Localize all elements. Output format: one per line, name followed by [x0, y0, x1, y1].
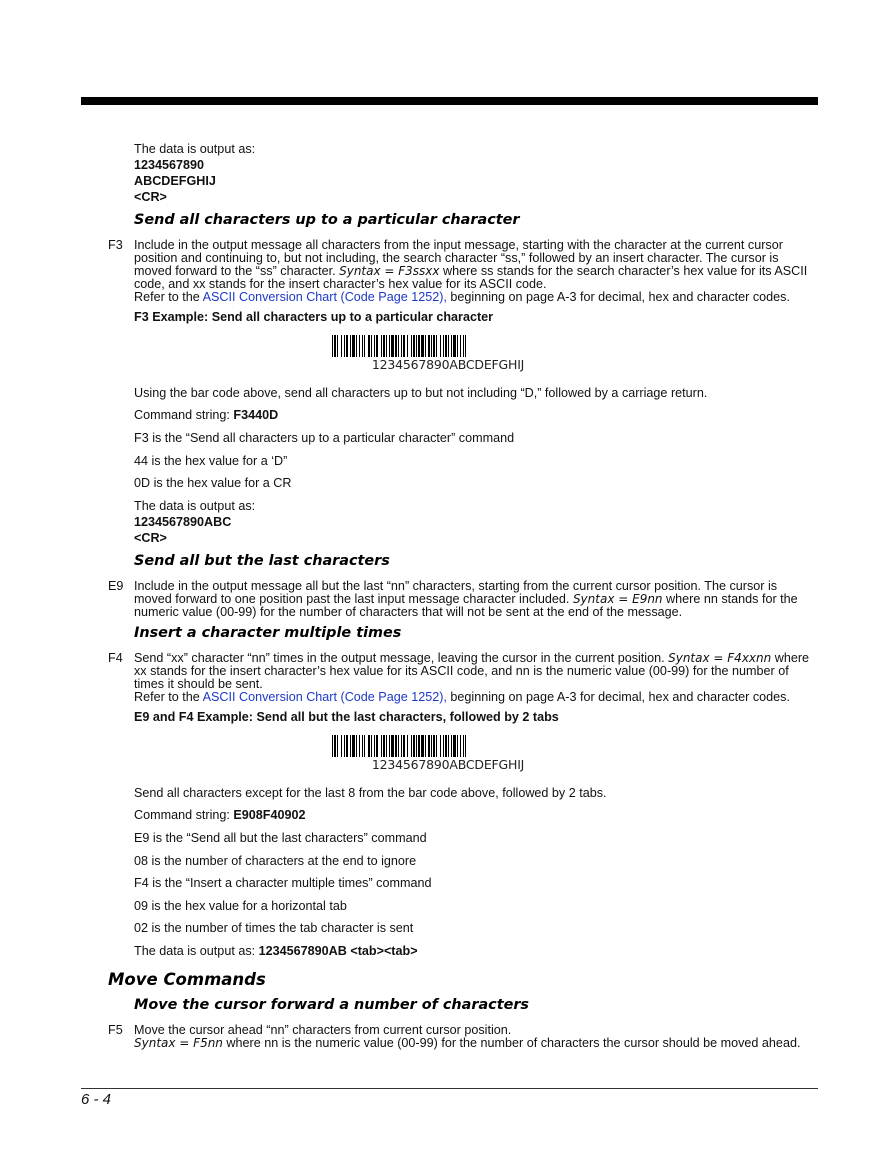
description-line: Include in the output message all but the last “nn” characters, starting from the current cursor position. The cursor is: [134, 579, 778, 593]
syntax-text: Syntax = F3ssxx: [339, 264, 440, 278]
barcode-bar: [368, 735, 370, 757]
barcode-bar: [445, 735, 447, 757]
barcode-bars: [332, 335, 564, 357]
barcode-bar: [416, 735, 417, 757]
output-line: [134, 945, 418, 958]
syntax-text: Syntax = F4xxnn: [668, 651, 772, 665]
usage-text: Send all characters except for the last 8 from the bar code above, followed by 2 tabs.: [134, 786, 607, 800]
barcode-bar: [416, 335, 417, 357]
barcode-bar: [418, 735, 420, 757]
barcode-bar: [371, 735, 372, 757]
output-line: <CR>: [134, 531, 167, 545]
explanation: 0D is the hex value for a CR: [134, 476, 292, 490]
barcode-bar: [428, 735, 430, 757]
barcode-bar: [376, 735, 378, 757]
ascii-chart-link[interactable]: ASCII Conversion Chart (Code Page 1252),: [202, 290, 447, 304]
barcode-bar: [395, 335, 397, 357]
description-line: Move the cursor ahead “nn” characters from current cursor position.: [134, 1023, 512, 1037]
description-line: position and continuing to, but not including, the search character “ss,” followed by an insert character. The cursor is: [134, 251, 779, 265]
text-fragment: moved forward to one position past the last input message character included.: [134, 592, 573, 606]
command-description: [134, 652, 816, 704]
barcode-bar: [460, 735, 461, 757]
syntax-text: Syntax = E9nn: [572, 592, 663, 606]
barcode-bar: [332, 735, 333, 757]
barcode-bar: [436, 735, 437, 757]
barcode-bar: [457, 735, 458, 757]
barcode-bar: [411, 735, 412, 757]
barcode: [332, 735, 564, 772]
barcode-bar: [421, 735, 424, 757]
section-heading: Insert a character multiple times: [134, 625, 402, 641]
barcode-bar: [448, 335, 449, 357]
ascii-chart-link[interactable]: ASCII Conversion Chart (Code Page 1252),: [202, 690, 447, 704]
output-label: The data is output as:: [134, 142, 256, 156]
barcode-bar: [451, 735, 452, 757]
barcode-bar: [453, 335, 456, 357]
command-code: F3: [108, 238, 123, 252]
barcode-bar: [352, 335, 355, 357]
barcode-bars: [332, 735, 564, 757]
barcode-bar: [398, 335, 399, 357]
barcode-bar: [364, 335, 365, 357]
barcode-bar: [465, 335, 466, 357]
barcode-bar: [431, 335, 432, 357]
barcode-bar: [376, 335, 378, 357]
barcode-bar: [341, 735, 342, 757]
barcode-bar: [362, 735, 363, 757]
description-line: xx stands for the insert character’s hex value for its ASCII code, and nn is the numeric value (00-99) for the number of: [134, 664, 789, 678]
syntax-text: Syntax = F5nn: [134, 1036, 223, 1050]
barcode-bar: [362, 335, 363, 357]
description-line: [134, 1037, 816, 1050]
text-fragment: where nn is the numeric value (00-99) for the number of characters the cursor should be moved ahead.: [222, 1036, 801, 1050]
barcode-bar: [398, 735, 399, 757]
barcode-bar: [413, 335, 415, 357]
barcode-bar: [386, 735, 387, 757]
barcode-bar: [383, 335, 385, 357]
barcode-bar: [391, 735, 394, 757]
barcode-bar: [413, 735, 415, 757]
barcode-bar: [451, 335, 452, 357]
explanation: 02 is the number of times the tab character is sent: [134, 921, 414, 935]
section-heading: Send all characters up to a particular character: [134, 212, 520, 228]
description-line: code, and xx stands for the insert character’s hex value for its ASCII code.: [134, 277, 547, 291]
command-string-label: Command string:: [134, 408, 234, 422]
barcode-text: 1234567890ABCDEFGHIJ: [371, 357, 525, 372]
command-code: F5: [108, 1023, 123, 1037]
explanation: 08 is the number of characters at the end to ignore: [134, 854, 417, 868]
barcode-bar: [350, 735, 351, 757]
barcode-bar: [337, 735, 338, 757]
section-title: Move Commands: [108, 970, 266, 989]
barcode-bar: [418, 335, 420, 357]
output-line: 1234567890ABC: [134, 515, 232, 529]
command-description: [134, 239, 816, 304]
barcode-bar: [460, 335, 461, 357]
barcode-bar: [374, 335, 375, 357]
example-title: E9 and F4 Example: Send all but the last characters, followed by 2 tabs: [134, 710, 559, 724]
barcode-bar: [453, 735, 456, 757]
output-label: The data is output as:: [134, 944, 259, 958]
barcode-bar: [463, 335, 464, 357]
barcode-bar: [403, 335, 405, 357]
barcode-bar: [421, 335, 424, 357]
barcode-bar: [391, 335, 394, 357]
text-fragment: where ss stands for the search character’s hex value for its ASCII: [439, 264, 808, 278]
refer-line: [134, 691, 816, 704]
barcode-bar: [395, 735, 397, 757]
barcode-bar: [440, 735, 441, 757]
text-fragment: where nn stands for the: [662, 592, 798, 606]
section-heading: Send all but the last characters: [134, 553, 390, 569]
barcode-bar: [359, 335, 360, 357]
barcode-bar: [350, 335, 351, 357]
description-line: times it should be sent.: [134, 677, 263, 691]
command-code: E9: [108, 579, 124, 593]
text-fragment: Refer to the: [134, 290, 203, 304]
barcode-bar: [425, 735, 426, 757]
explanation: F4 is the “Insert a character multiple times” command: [134, 876, 432, 890]
barcode-bar: [411, 335, 412, 357]
barcode-bar: [381, 335, 382, 357]
barcode-bar: [431, 735, 432, 757]
barcode-bar: [332, 335, 333, 357]
barcode-text: 1234567890ABCDEFGHIJ: [371, 757, 525, 772]
barcode-bar: [465, 735, 466, 757]
barcode-bar: [374, 735, 375, 757]
explanation: 09 is the hex value for a horizontal tab: [134, 899, 347, 913]
barcode-bar: [386, 335, 387, 357]
barcode-bar: [401, 735, 402, 757]
refer-line: [134, 291, 816, 304]
barcode: [332, 335, 564, 372]
barcode-bar: [457, 335, 458, 357]
barcode-bar: [344, 335, 345, 357]
explanation: 44 is the hex value for a ‘D”: [134, 454, 288, 468]
barcode-bar: [403, 735, 405, 757]
command-description: [134, 1024, 816, 1050]
output-label: The data is output as:: [134, 499, 256, 513]
text-fragment: Refer to the: [134, 690, 203, 704]
barcode-bar: [368, 335, 370, 357]
barcode-bar: [344, 735, 345, 757]
barcode-bar: [433, 335, 435, 357]
barcode-bar: [356, 335, 357, 357]
barcode-bar: [334, 735, 336, 757]
output-line: 1234567890: [134, 158, 205, 172]
barcode-bar: [448, 735, 449, 757]
barcode-bar: [428, 335, 430, 357]
barcode-bar: [440, 335, 441, 357]
barcode-bar: [346, 335, 348, 357]
text-fragment: beginning on page A-3 for decimal, hex and character codes.: [446, 690, 790, 704]
barcode-bar: [364, 735, 365, 757]
barcode-bar: [334, 335, 336, 357]
barcode-bar: [407, 335, 408, 357]
output-value: 1234567890AB <tab><tab>: [258, 944, 418, 958]
barcode-bar: [445, 335, 447, 357]
barcode-bar: [433, 735, 435, 757]
command-string: [134, 809, 306, 822]
explanation: E9 is the “Send all but the last characters” command: [134, 831, 427, 845]
footer-rule: [81, 1088, 818, 1089]
barcode-bar: [425, 335, 426, 357]
command-string: [134, 409, 278, 422]
barcode-bar: [443, 735, 444, 757]
barcode-bar: [352, 735, 355, 757]
command-description: [134, 580, 816, 619]
barcode-bar: [356, 735, 357, 757]
text-fragment: moved forward to the “ss” character.: [134, 264, 340, 278]
explanation: F3 is the “Send all characters up to a particular character” command: [134, 431, 515, 445]
barcode-bar: [463, 735, 464, 757]
description-line: Include in the output message all characters from the input message, starting with the character at the current cursor: [134, 238, 783, 252]
barcode-bar: [337, 335, 338, 357]
barcode-bar: [346, 735, 348, 757]
command-string-value: E908F40902: [233, 808, 306, 822]
command-code: F4: [108, 651, 123, 665]
barcode-bar: [401, 335, 402, 357]
barcode-bar: [359, 735, 360, 757]
output-line: ABCDEFGHIJ: [134, 174, 216, 188]
usage-text: Using the bar code above, send all characters up to but not including “D,” followed by a carriage return.: [134, 386, 708, 400]
header-rule: [81, 97, 818, 105]
output-line: <CR>: [134, 190, 167, 204]
barcode-bar: [381, 735, 382, 757]
barcode-bar: [371, 335, 372, 357]
command-string-label: Command string:: [134, 808, 234, 822]
command-string-value: F3440D: [233, 408, 279, 422]
barcode-bar: [389, 735, 390, 757]
barcode-bar: [436, 335, 437, 357]
text-fragment: beginning on page A-3 for decimal, hex and character codes.: [446, 290, 790, 304]
barcode-bar: [389, 335, 390, 357]
section-heading: Move the cursor forward a number of characters: [134, 997, 529, 1013]
page-number: 6 - 4: [81, 1091, 112, 1108]
barcode-bar: [341, 335, 342, 357]
barcode-bar: [407, 735, 408, 757]
description-line: numeric value (00-99) for the number of characters that will not be sent at the end of the message.: [134, 605, 683, 619]
example-title: F3 Example: Send all characters up to a particular character: [134, 310, 494, 324]
text-fragment: where: [771, 651, 810, 665]
barcode-bar: [443, 335, 444, 357]
barcode-bar: [383, 735, 385, 757]
text-fragment: Send “xx” character “nn” times in the output message, leaving the cursor in the current position.: [134, 651, 669, 665]
